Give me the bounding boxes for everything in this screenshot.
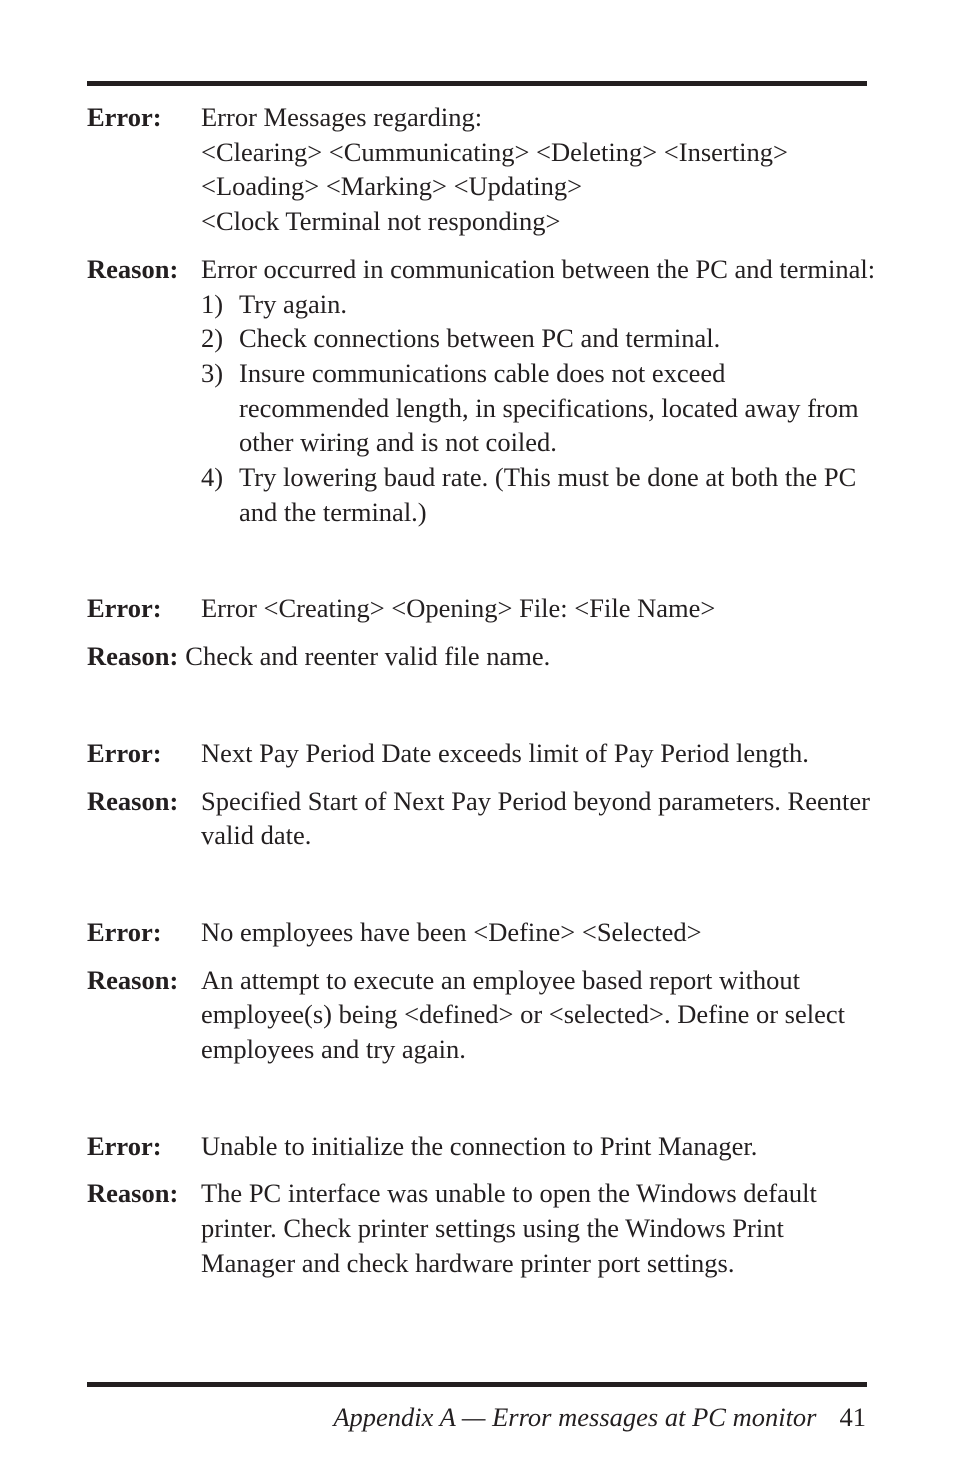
error-entry <box>87 591 877 673</box>
top-rule <box>87 81 867 86</box>
error-label: Error: <box>87 1130 162 1161</box>
error-text: Error <Creating> <Opening> File: <File Name> <box>201 593 716 624</box>
reason-label: Reason: <box>87 641 179 672</box>
reason-row <box>87 963 877 1067</box>
step-number: 3) <box>201 357 224 388</box>
error-entry <box>87 1129 877 1281</box>
list-item <box>201 287 877 322</box>
error-text <box>201 100 877 239</box>
step-text: Try lowering baud rate. (This must be done at both the PC and the terminal.) <box>239 462 857 527</box>
error-row <box>87 591 877 626</box>
reason-text: Specified Start of Next Pay Period beyond parameters. Reenter valid date. <box>201 785 870 851</box>
list-item <box>201 460 877 529</box>
list-item <box>201 321 877 356</box>
error-label: Error: <box>87 916 162 947</box>
reason-text: An attempt to execute an employee based report without employee(s) being <defined> or <selected>. Define or select employees and try again. <box>201 964 845 1065</box>
step-text: Try again. <box>239 288 347 319</box>
error-entry <box>87 736 877 853</box>
reason-row <box>87 639 877 674</box>
reason-label: Reason: <box>87 253 179 284</box>
error-text-line: <Clock Terminal not responding> <box>201 206 561 237</box>
step-text: Insure communications cable does not exceed recommended length, in specifications, located away from other wiring and is not coiled. <box>239 357 859 458</box>
step-number: 1) <box>201 288 224 319</box>
page-footer <box>333 1402 866 1433</box>
reason-label: Reason: <box>87 1178 179 1209</box>
error-label: Error: <box>87 102 162 132</box>
reason-text <box>201 252 877 530</box>
reason-intro: Error occurred in communication between the PC and terminal: <box>201 253 876 284</box>
error-entry <box>87 100 877 529</box>
error-label: Error: <box>87 593 162 624</box>
error-row <box>87 736 877 771</box>
step-number: 4) <box>201 462 224 493</box>
error-row <box>87 915 877 950</box>
reason-label: Reason: <box>87 964 179 995</box>
step-text: Check connections between PC and terminal. <box>239 323 721 354</box>
error-text: No employees have been <Define> <Selected> <box>201 916 702 947</box>
reason-text: Check and reenter valid file name. <box>185 641 551 672</box>
list-item <box>201 356 877 460</box>
error-entry <box>87 915 877 1067</box>
error-row <box>87 1129 877 1164</box>
error-text-line: Error Messages regarding: <box>201 102 483 132</box>
reason-row <box>87 252 877 530</box>
error-text: Unable to initialize the connection to Print Manager. <box>201 1130 758 1161</box>
reason-row <box>87 784 877 853</box>
step-number: 2) <box>201 323 224 354</box>
footer-title: Appendix A — Error messages at PC monitor <box>333 1402 817 1432</box>
page-number: 41 <box>839 1402 866 1432</box>
error-text-line: <Clearing> <Cummunicating> <Deleting> <Inserting> <box>201 136 788 167</box>
reason-steps-list <box>201 287 877 530</box>
reason-row <box>87 1176 877 1280</box>
error-text-line: <Loading> <Marking> <Updating> <box>201 171 583 202</box>
reason-label: Reason: <box>87 785 179 816</box>
error-message-list <box>87 100 877 1281</box>
reason-text: The PC interface was unable to open the Windows default printer. Check printer settings using the Windows Print Manager and check hardware printer port settings. <box>201 1178 817 1278</box>
bottom-rule <box>87 1382 867 1387</box>
error-text: Next Pay Period Date exceeds limit of Pay Period length. <box>201 737 809 768</box>
error-label: Error: <box>87 737 162 768</box>
error-row <box>87 100 877 239</box>
